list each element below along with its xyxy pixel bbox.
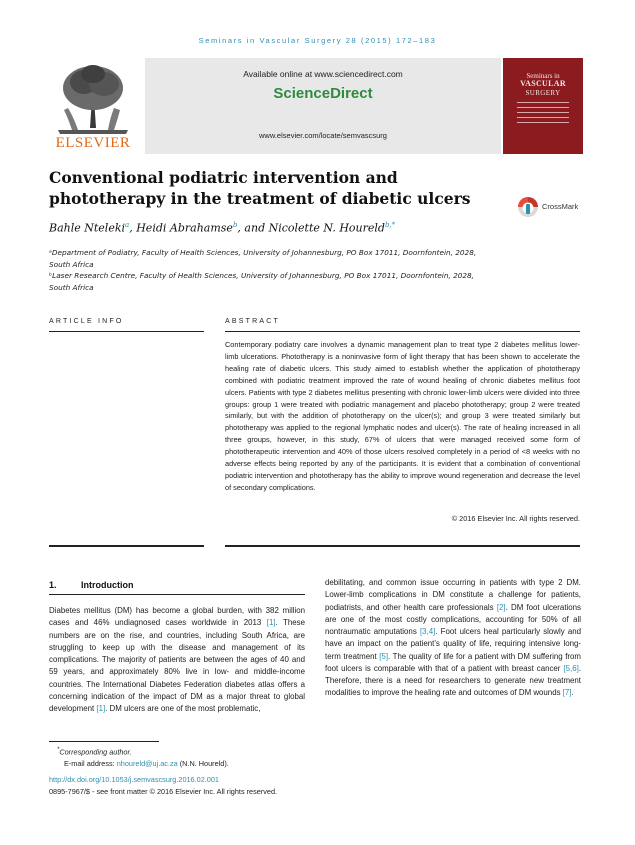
paragraph-text: . DM foot ulcerations are one of the most costly complications, accounting for 50% of all nontraumatic amputations <box>325 602 581 636</box>
elsevier-tree-icon <box>48 58 138 136</box>
publisher-name: ELSEVIER <box>55 135 131 151</box>
author-name: Heidi Abrahamse <box>136 221 233 235</box>
paragraph-text: . The quality of life for a patient with DM suffering from foot ulcers is comparable with that of a patient with breast cancer <box>325 651 581 673</box>
citation-link[interactable]: [5] <box>379 651 389 661</box>
elsevier-logo <box>48 58 138 154</box>
article-info-rule <box>49 331 204 332</box>
issn-line: 0895-7967/$ - see front matter © 2016 Elsevier Inc. All rights reserved. <box>49 787 278 796</box>
affiliation-line: ᵃDepartment of Podiatry, Faculty of Health Sciences, University of Johannesburg, PO Box 17011, Doornfontein, 2028, <box>49 248 477 257</box>
paragraph-text: . DM ulcers are one of the most problematic, <box>105 704 261 713</box>
crossmark-badge[interactable] <box>517 196 607 218</box>
citation-link[interactable]: [5,6] <box>563 663 579 673</box>
footnote-email <box>64 759 229 768</box>
abstract-end-rule <box>225 545 580 547</box>
crossmark-icon <box>517 196 539 218</box>
affiliation-line: ᵇLaser Research Centre, Faculty of Health Sciences, University of Johannesburg, PO Box 17011, Doornfontein, 2028, <box>49 271 474 280</box>
citation-link[interactable]: [2] <box>496 602 506 612</box>
sciencedirect-logo: ScienceDirect <box>273 85 373 102</box>
citation-link[interactable]: [1] <box>266 618 276 628</box>
author-affil-marker[interactable]: b,* <box>384 221 396 229</box>
abstract-heading: ABSTRACT <box>225 318 280 325</box>
paragraph-text: . <box>571 688 574 698</box>
doi-line <box>49 775 219 784</box>
paragraph-text: . Foot ulcers heal particularly slowly and have an impact on the patient’s quality of life, requiring intensive long-term treatment <box>325 627 581 661</box>
footnote-corresponding <box>57 747 132 756</box>
body-right-column <box>325 577 581 700</box>
affiliation-line: South Africa <box>49 260 94 269</box>
section-heading-introduction <box>49 580 134 590</box>
section-number: 1. <box>49 580 57 590</box>
author-list: Bahle Nteleki$^a$, Heidi Abrahamse$^b$, and Nicolette N. Houreld$^{b,*}$ <box>49 221 396 235</box>
footnote-text: Corresponding author. <box>59 747 132 757</box>
author-name: and Nicolette N. Houreld <box>244 221 385 235</box>
author-affil-marker[interactable]: a <box>125 221 130 229</box>
title-line1: Conventional podiatric intervention and <box>49 168 398 187</box>
citation-link[interactable]: [7] <box>562 688 572 698</box>
paragraph-text: . Therefore, there is a need for researchers to generate new treatment modalities to improve the healing rate and outcomes of DM wounds <box>325 663 581 698</box>
section-title: Introduction <box>81 580 134 590</box>
affiliation-line: South Africa <box>49 283 94 292</box>
author-affil-marker[interactable]: b <box>232 221 238 229</box>
crossmark-label: CrossMark <box>542 202 579 211</box>
available-online-text: Available online at www.sciencedirect.com <box>243 69 403 79</box>
cover-line1: Seminars in <box>526 72 560 80</box>
cover-decoration <box>517 102 569 127</box>
paragraph-text: debilitating, and common issue occurring in patients with type 2 DM. Lower-limb complications in DM constitute a challenge for patients, podiatrists, and other health care professionals <box>325 578 581 612</box>
body-left-column <box>49 605 305 715</box>
paragraph-text: Diabetes mellitus (DM) has become a global burden, with 382 million cases and 46% undiagnosed cases worldwide in 2013 <box>49 606 305 628</box>
affiliation-b <box>49 270 529 294</box>
cover-line2: VASCULAR <box>520 79 566 88</box>
article-title <box>49 167 499 209</box>
abstract-rule <box>225 331 580 332</box>
publisher-banner <box>48 58 588 154</box>
abstract-copyright: © 2016 Elsevier Inc. All rights reserved. <box>451 514 580 523</box>
abstract-text: Contemporary podiatry care involves a dynamic management plan to treat type 2 diabetes mellitus lower-limb ulcerations. Phototherapy is a noninvasive form of light therapy that has been shown to accelerate the healing rate of diabetic ulcers. This study aimed to establish whether the application of phototherapy combined with podiatric treatment improved the rate of wound healing of chronic diabetes mellitus foot ulcers. Patients with type 2 diabetes mellitus presenting with chronic lower-limb ulcers were divided into three groups: group 1 were treated with podiatric management and placebo phototherapy; group 2 were treated similarly, but with the addition of phototherapy on the ulcer(s); and group 3 were treated similarly but phototherapy was applied to the regional lymphatic nodes and ulcer(s). The rate of healing increased in all three groups, however, in this study, 67% of ulcers that were managed received some form of phototherapeutic intervention and 40% of those ulcers resolved completely in a period of <8 weeks with no adverse effects being reported by any of the participants. It is evident that a combination of conventional podiatric intervention and phototherapy has the ability to improve wound regeneration and decrease the level of secondary complications. <box>225 340 580 492</box>
affiliation-a <box>49 247 529 271</box>
journal-cover <box>503 58 583 154</box>
email-label: E-mail address: <box>64 759 115 768</box>
email-owner: (N.N. Houreld). <box>179 759 229 768</box>
article-info-heading: ARTICLE INFO <box>49 318 124 325</box>
journal-header: Seminars in Vascular Surgery 28 (2015) 172–183 <box>198 36 437 45</box>
footnote-marker: * <box>57 747 60 753</box>
citation-link[interactable]: [1] <box>96 704 106 713</box>
cover-line3: SURGERY <box>525 89 561 97</box>
doi-link[interactable]: http://dx.doi.org/10.1053/j.semvascsurg.2016.02.001 <box>49 775 219 784</box>
paragraph-text: . These numbers are on the rise, and countries, including South Africa, are struggling to keep up with the disease and management of its complications. The majority of patients are between the ages of 40 and 59 years, and approximately 80% live in low- and middle-income countries. The International Diabetes Federation diabetes atlas offers a concerning indication of the impact of DM as a major threat to global development <box>49 618 305 713</box>
footnote-rule <box>49 741 159 742</box>
intro-rule <box>49 594 305 595</box>
citation-link[interactable]: [3,4] <box>419 627 436 636</box>
sciencedirect-box <box>145 58 501 154</box>
email-link[interactable]: nhoureld@uj.ac.za <box>116 759 178 768</box>
title-line2: phototherapy in the treatment of diabetic ulcers <box>49 189 471 208</box>
article-info-end-rule <box>49 545 204 547</box>
journal-url: www.elsevier.com/locate/semvascsurg <box>259 131 387 140</box>
author-name: Bahle Nteleki <box>49 221 126 235</box>
